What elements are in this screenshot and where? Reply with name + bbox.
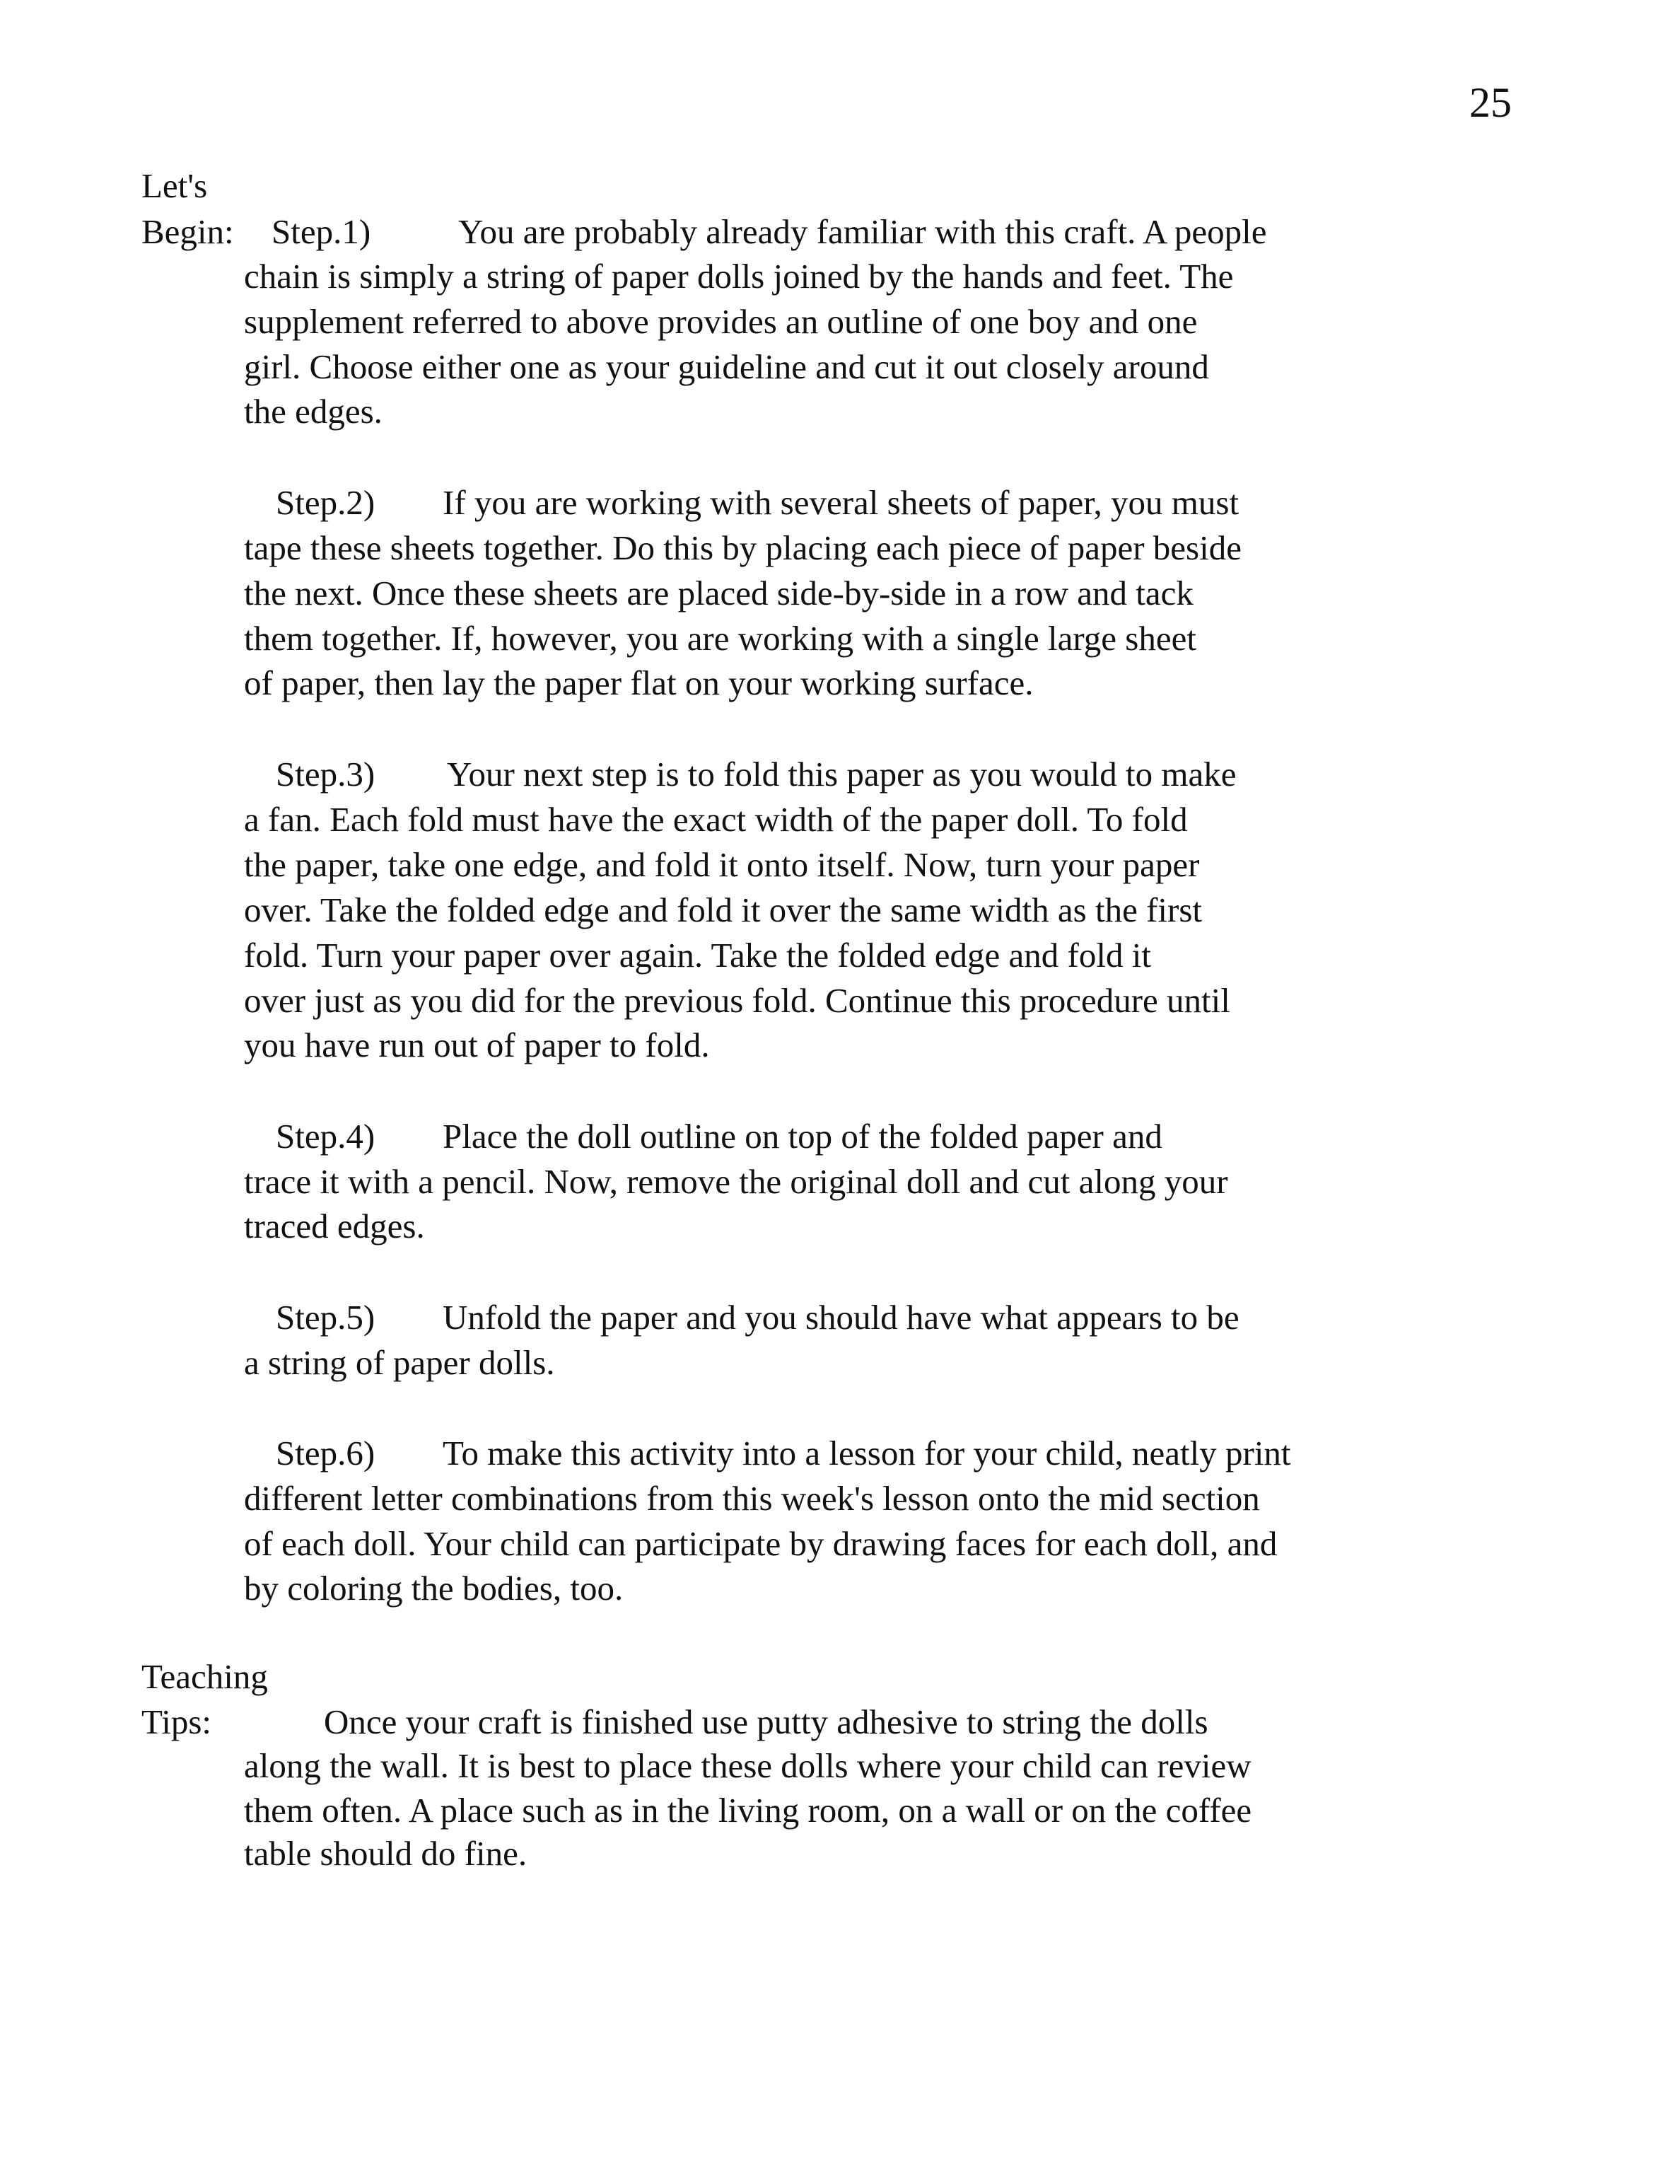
- step-6-line: by coloring the bodies, too.: [244, 1569, 624, 1608]
- step-3-line: over. Take the folded edge and fold it over the same width as the first: [244, 890, 1203, 929]
- step-1-label: Step.1): [272, 212, 371, 251]
- step-2-line: them together. If, however, you are working with a single large sheet: [244, 619, 1196, 658]
- step-4-line: traced edges.: [244, 1207, 425, 1245]
- step-2-line: If you are working with several sheets of paper, you must: [443, 483, 1239, 522]
- step-3-line: over just as you did for the previous fold. Continue this procedure until: [244, 981, 1230, 1020]
- step-3-line: you have run out of paper to fold.: [244, 1026, 710, 1064]
- step-3-label: Step.3): [276, 755, 375, 794]
- teaching-tips-line: Once your craft is finished use putty adhesive to string the dolls: [324, 1702, 1208, 1741]
- step-1-line: chain is simply a string of paper dolls joined by the hands and feet. The: [244, 257, 1234, 296]
- step-5-label: Step.5): [276, 1298, 375, 1337]
- step-1-line: the edges.: [244, 392, 383, 431]
- step-6-label: Step.6): [276, 1434, 375, 1473]
- step-2-label: Step.2): [276, 483, 375, 522]
- step-1-line: girl. Choose either one as your guideline and cut it out closely around: [244, 347, 1209, 386]
- teaching-tips-label-line1: Teaching: [141, 1657, 268, 1696]
- step-3-line: Your next step is to fold this paper as you would to make: [447, 755, 1237, 794]
- step-5-line: Unfold the paper and you should have what appears to be: [443, 1298, 1239, 1337]
- teaching-tips-line: along the wall. It is best to place these dolls where your child can review: [244, 1746, 1252, 1785]
- step-2-line: the next. Once these sheets are placed side-by-side in a row and tack: [244, 574, 1194, 612]
- step-3-line: a fan. Each fold must have the exact width of the paper doll. To fold: [244, 800, 1188, 839]
- lets-begin-label-line1: Let's: [141, 166, 208, 205]
- page-number: 25: [1469, 79, 1512, 126]
- step-3-line: fold. Turn your paper over again. Take the folded edge and fold it: [244, 936, 1151, 975]
- step-6-line: of each doll. Your child can participate by drawing faces for each doll, and: [244, 1524, 1278, 1563]
- step-4-line: Place the doll outline on top of the folded paper and: [443, 1117, 1162, 1156]
- teaching-tips-label-line2: Tips:: [141, 1702, 212, 1741]
- step-2-line: of paper, then lay the paper flat on your working surface.: [244, 663, 1034, 702]
- step-5-line: a string of paper dolls.: [244, 1343, 555, 1382]
- step-3-line: the paper, take one edge, and fold it onto itself. Now, turn your paper: [244, 845, 1200, 884]
- step-6-line: To make this activity into a lesson for your child, neatly print: [443, 1434, 1291, 1473]
- step-2-line: tape these sheets together. Do this by placing each piece of paper beside: [244, 528, 1242, 567]
- step-1-line: supplement referred to above provides an outline of one boy and one: [244, 302, 1198, 341]
- teaching-tips-line: table should do fine.: [244, 1834, 527, 1873]
- step-4-label: Step.4): [276, 1117, 375, 1156]
- step-1-line: You are probably already familiar with this craft. A people: [458, 212, 1267, 251]
- step-6-line: different letter combinations from this week's lesson onto the mid section: [244, 1479, 1260, 1518]
- step-4-line: trace it with a pencil. Now, remove the original doll and cut along your: [244, 1162, 1228, 1201]
- teaching-tips-line: them often. A place such as in the living room, on a wall or on the coffee: [244, 1791, 1252, 1830]
- lets-begin-label-line2: Begin:: [141, 212, 234, 251]
